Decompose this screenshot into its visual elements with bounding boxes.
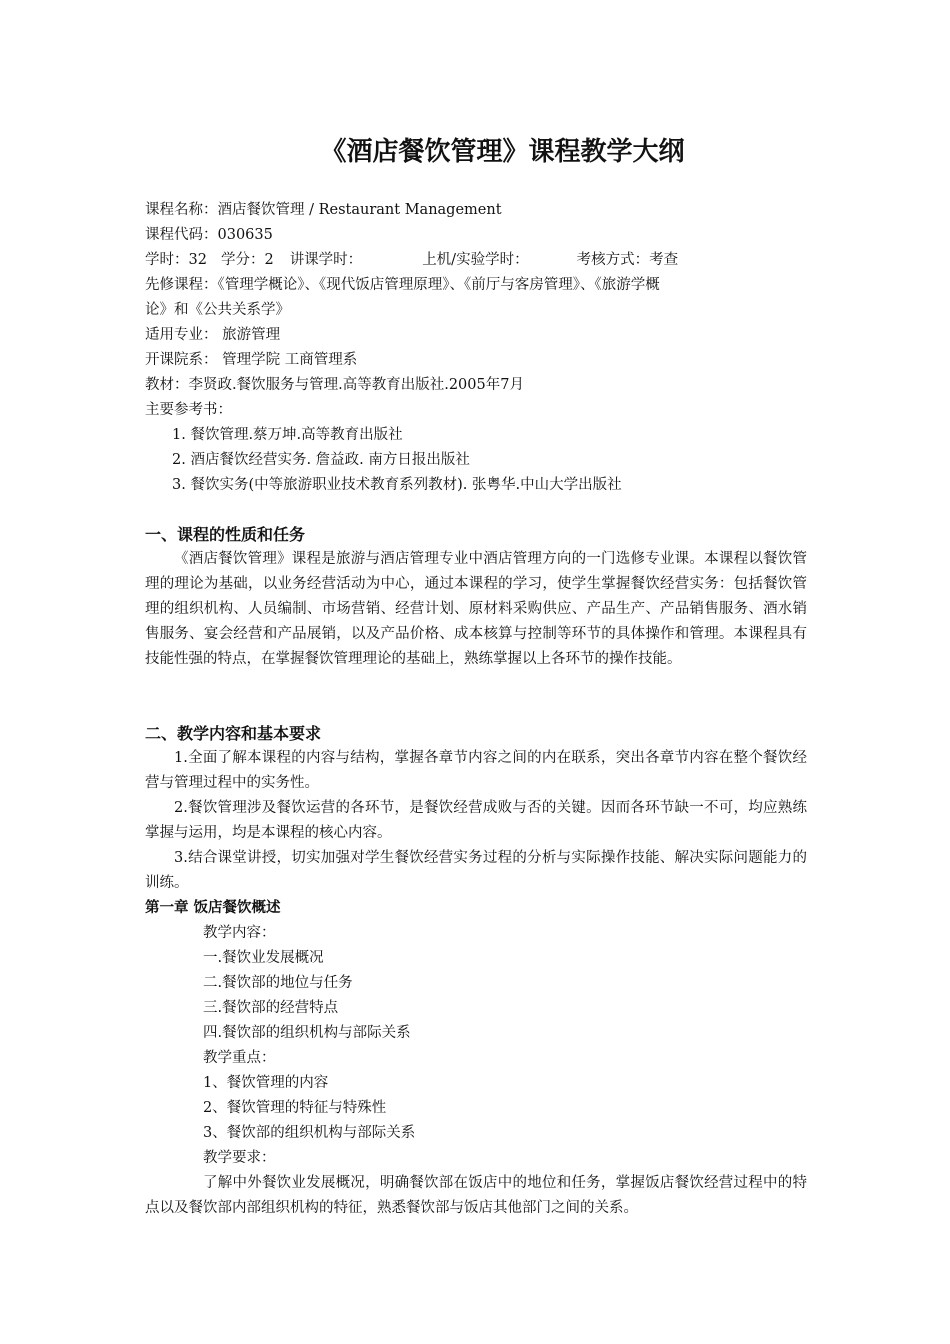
teaching-focus-label: 教学重点：: [203, 1050, 276, 1066]
focus-item: 3、餐饮部的组织机构与部际关系: [203, 1125, 416, 1141]
prerequisites-line-1: 先修课程：《管理学概论》、《现代饭店管理原理》、《前厅与客房管理》、《旅游学概: [145, 277, 660, 293]
focus-item: 1、餐饮管理的内容: [203, 1075, 329, 1091]
lab-hours: 上机/实验学时：: [422, 252, 529, 268]
focus-item: 2、餐饮管理的特征与特殊性: [203, 1100, 387, 1116]
content-item: 二.餐饮部的地位与任务: [203, 975, 353, 991]
credits: 学分：2: [220, 252, 274, 268]
course-code: 课程代码：030635: [145, 227, 273, 243]
prerequisites-line-2: 论》和《公共关系学》: [145, 302, 290, 318]
section-2-heading: 二、教学内容和基本要求: [145, 724, 322, 743]
teaching-requirements-label: 教学要求：: [203, 1150, 276, 1166]
reference-item: 2. 酒店餐饮经营实务. 詹益政. 南方日报出版社: [172, 452, 470, 468]
section-1-heading: 一、课程的性质和任务: [145, 525, 306, 544]
lecture-hours: 讲课学时：: [289, 252, 363, 268]
reference-item: 1. 餐饮管理.蔡万坤.高等教育出版社: [172, 427, 403, 443]
section-1-body: 《酒店餐饮管理》课程是旅游与酒店管理专业中酒店管理方向的一门选修专业课。本课程以餐饮管理的理论为基础，以业务经营活动为中心，通过本课程的学习，使学生掌握餐饮经营实务：包括餐饮管理的组织机构、人员编制、市场营销、经营计划、原材料采购供应、产品生产、产品销售服务、酒水销售服务、宴会经营和产品展销，以及产品价格、成本核算与控制等环节的具体操作和管理。本课程具有技能性强的特点，在掌握餐饮管理理论的基础上，熟练掌握以上各环节的操作技能。: [145, 551, 807, 667]
hours: 学时：32: [145, 252, 207, 268]
content-item: 三.餐饮部的经营特点: [203, 1000, 339, 1016]
course-name: 课程名称：酒店餐饮管理 / Restaurant Management: [145, 202, 502, 218]
content-item: 四.餐饮部的组织机构与部际关系: [203, 1025, 411, 1041]
applicable-major: 适用专业： 旅游管理: [145, 327, 281, 343]
textbook: 教材：李贤政.餐饮服务与管理.高等教育出版社.2005年7月: [145, 377, 524, 393]
page-title: 《酒店餐饮管理》课程教学大纲: [320, 137, 685, 167]
section-2-point-1: 1.全面了解本课程的内容与结构，掌握各章节内容之间的内在联系，突出各章节内容在整个餐饮经营与管理过程中的实务性。: [145, 750, 807, 791]
teaching-requirements-body: 了解中外餐饮业发展概况，明确餐饮部在饭店中的地位和任务，掌握饭店餐饮经营过程中的特点以及餐饮部内部组织机构的特征，熟悉餐饮部与饭店其他部门之间的关系。: [145, 1175, 807, 1216]
hours-row: [145, 248, 810, 273]
content-item: 一.餐饮业发展概况: [203, 950, 324, 966]
teaching-content-label: 教学内容：: [203, 925, 276, 941]
department: 开课院系： 管理学院 工商管理系: [145, 352, 358, 368]
references-label: 主要参考书：: [145, 402, 232, 418]
chapter-1-title: 第一章 饭店餐饮概述: [145, 900, 281, 916]
reference-item: 3. 餐饮实务(中等旅游职业技术教育系列教材). 张粤华.中山大学出版社: [172, 477, 622, 493]
assessment: 考核方式：考查: [576, 252, 679, 268]
section-2-point-2: 2.餐饮管理涉及餐饮运营的各环节，是餐饮经营成败与否的关键。因而各环节缺一不可，均应熟练掌握与运用，均是本课程的核心内容。: [145, 800, 807, 841]
section-2-point-3: 3.结合课堂讲授，切实加强对学生餐饮经营实务过程的分析与实际操作技能、解决实际问题能力的训练。: [145, 850, 807, 891]
